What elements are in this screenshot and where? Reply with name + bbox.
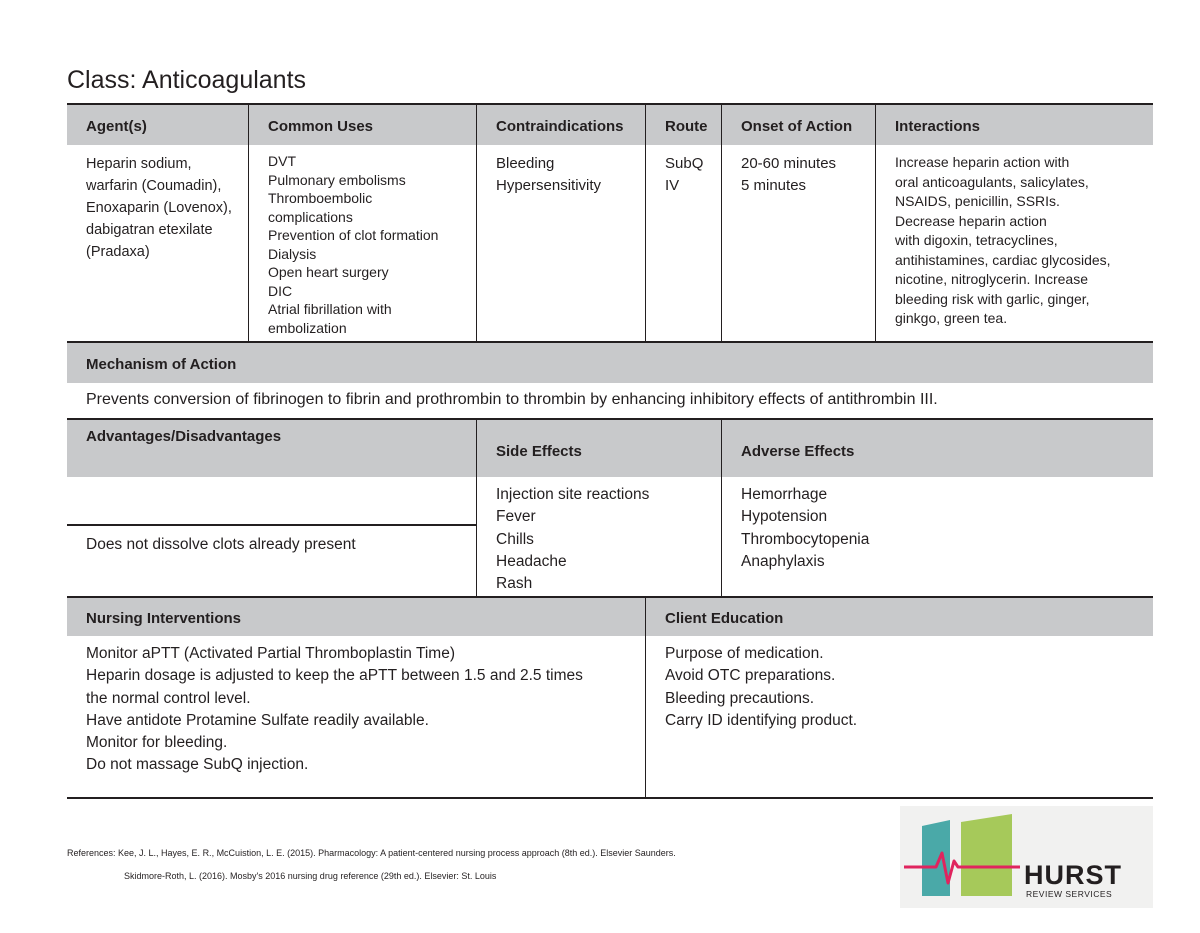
header-interactions: Interactions	[895, 118, 981, 135]
nursing-header: Nursing Interventions	[86, 610, 242, 627]
logo-name: HURST	[1024, 860, 1122, 890]
adverse-effects-list	[741, 484, 869, 573]
use-line: DVT	[268, 153, 296, 169]
advantages-header: Advantages/Disadvantages	[86, 428, 282, 445]
hurst-logo	[900, 806, 1153, 908]
advantages-divider	[67, 524, 476, 526]
side-effects-list	[496, 484, 649, 595]
mechanism-text: Prevents conversion of fibrinogen to fibrin and prothrombin to thrombin by enhancing inhibitory effects of antithrombin III.	[86, 391, 938, 408]
list-item: the normal control level.	[86, 689, 251, 707]
header-onset: Onset of Action	[741, 118, 853, 135]
list-item: Headache	[496, 552, 567, 570]
agent-line: Heparin sodium,	[86, 156, 192, 172]
reference-1: References: Kee, J. L., Hayes, E. R., McCuistion, L. E. (2015). Pharmacology: A patient-centered nursing process approach (8th ed.). Elsevier Saunders.	[67, 848, 676, 858]
interaction-line: NSAIDS, penicillin, SSRIs.	[895, 193, 1060, 209]
use-line: DIC	[268, 282, 293, 299]
col-divider	[476, 105, 477, 342]
table-bottom-rule	[67, 797, 1153, 799]
col-divider	[248, 105, 249, 342]
agents-cell	[86, 153, 232, 263]
mechanism-header: Mechanism of Action	[86, 356, 237, 373]
list-item: Do not massage SubQ injection.	[86, 756, 309, 774]
education-header: Client Education	[665, 610, 784, 627]
interaction-line: nicotine, nitroglycerin. Increase	[895, 271, 1088, 287]
col-divider	[476, 420, 477, 596]
use-line: Open heart surgery	[268, 264, 389, 280]
route-line: SubQ	[665, 155, 704, 172]
route-line: IV	[665, 177, 680, 194]
list-item: Injection site reactions	[496, 486, 650, 503]
education-list	[665, 643, 857, 732]
adverse-effects-header: Adverse Effects	[741, 443, 855, 460]
interaction-line: oral anticoagulants, salicylates,	[895, 173, 1089, 190]
list-item: Fever	[496, 508, 536, 526]
use-line: complications	[268, 208, 353, 225]
use-line: Pulmonary embolisms	[268, 171, 406, 188]
interaction-line: Decrease heparin action	[895, 212, 1047, 229]
disadvantage-text: Does not dissolve clots already present	[86, 536, 356, 553]
list-item: Bleeding precautions.	[665, 689, 815, 707]
use-line: Atrial fibrillation with	[268, 301, 392, 317]
header-agents: Agent(s)	[86, 118, 147, 135]
list-item: Carry ID identifying product.	[665, 711, 858, 729]
contraindication-line: Bleeding	[496, 155, 555, 172]
route-cell	[665, 153, 703, 197]
list-item: Thrombocytopenia	[741, 530, 870, 548]
contraindication-line: Hypersensitivity	[496, 177, 602, 194]
onset-line: 20-60 minutes	[741, 155, 837, 172]
col-divider	[721, 105, 722, 342]
list-item: Monitor for bleeding.	[86, 734, 228, 752]
contraindications-cell	[496, 153, 601, 197]
interaction-line: ginkgo, green tea.	[895, 310, 1008, 326]
list-item: Hemorrhage	[741, 486, 828, 503]
interaction-line: antihistamines, cardiac glycosides,	[895, 251, 1111, 268]
list-item: Purpose of medication.	[665, 645, 824, 662]
nursing-list	[86, 643, 583, 777]
agent-line: (Pradaxa)	[86, 244, 150, 260]
list-item: Heparin dosage is adjusted to keep the aPTT between 1.5 and 2.5 times	[86, 667, 583, 685]
list-item: Anaphylaxis	[741, 552, 825, 570]
list-item: Have antidote Protamine Sulfate readily available.	[86, 711, 429, 729]
list-item: Rash	[496, 575, 533, 593]
header-route: Route	[665, 118, 708, 135]
col-divider	[645, 105, 646, 342]
onset-cell	[741, 153, 836, 197]
onset-line: 5 minutes	[741, 177, 807, 194]
interaction-line: bleeding risk with garlic, ginger,	[895, 290, 1090, 307]
list-item: Avoid OTC preparations.	[665, 667, 836, 685]
header-contraindications: Contraindications	[496, 118, 624, 135]
list-item: Hypotension	[741, 508, 828, 526]
use-line: Thromboembolic	[268, 190, 373, 206]
col-divider	[875, 105, 876, 342]
use-line: Dialysis	[268, 245, 317, 262]
side-effects-header: Side Effects	[496, 443, 582, 460]
agent-line: dabigatran etexilate	[86, 222, 213, 238]
col-divider	[645, 598, 646, 798]
col-divider	[721, 420, 722, 596]
use-line: embolization	[268, 319, 347, 336]
header-common-uses: Common Uses	[268, 118, 374, 135]
use-line: Prevention of clot formation	[268, 227, 439, 243]
interaction-line: Increase heparin action with	[895, 154, 1070, 170]
interaction-line: with digoxin, tetracyclines,	[895, 232, 1058, 248]
page-title: Class: Anticoagulants	[67, 66, 307, 94]
reference-2: Skidmore-Roth, L. (2016). Mosby's 2016 nursing drug reference (29th ed.). Elsevier: St. Louis	[124, 871, 497, 881]
common-uses-cell	[268, 152, 438, 337]
interactions-cell	[895, 153, 1111, 329]
list-item: Monitor aPTT (Activated Partial Thromboplastin Time)	[86, 645, 455, 662]
list-item: Chills	[496, 530, 534, 548]
agent-line: Enoxaparin (Lovenox),	[86, 200, 232, 216]
agent-line: warfarin (Coumadin),	[86, 178, 222, 194]
logo-tagline: REVIEW SERVICES	[1026, 889, 1113, 899]
